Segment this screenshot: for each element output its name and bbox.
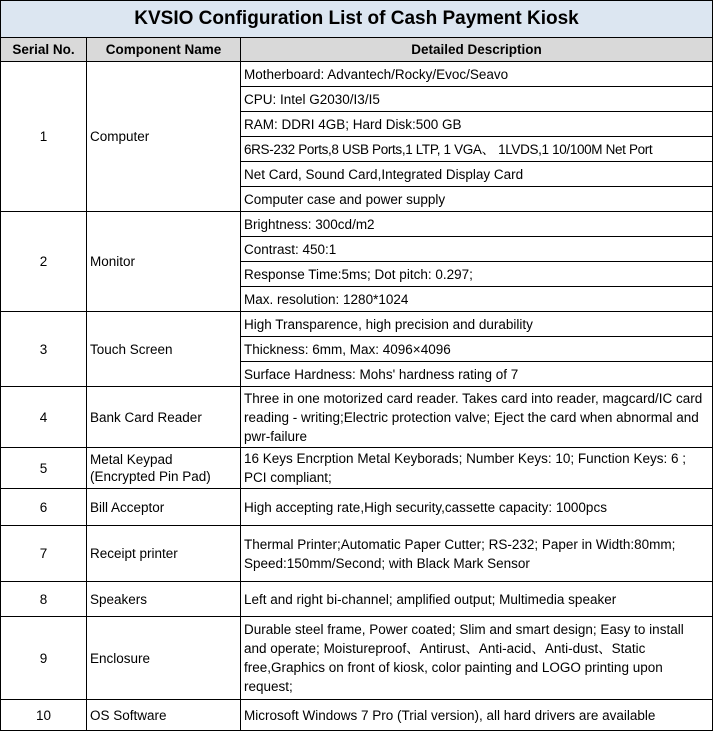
serial-number: 5 [1,448,87,489]
header-component: Component Name [87,38,241,62]
component-name: Monitor [87,212,241,312]
detail-line: Response Time:5ms; Dot pitch: 0.297; [241,262,713,287]
detail-line: Thermal Printer;Automatic Paper Cutter; RS-232; Paper in Width:80mm; Speed:150mm/Second; with Black Mark Sensor [241,526,713,582]
detail-line: RAM: DDRI 4GB; Hard Disk:500 GB [241,112,713,137]
component-name: Metal Keypad (Encrypted Pin Pad) [87,448,241,489]
serial-number: 1 [1,62,87,212]
detail-line: Contrast: 450:1 [241,237,713,262]
header-serial: Serial No. [1,38,87,62]
component-name: Bill Acceptor [87,489,241,526]
detail-line: CPU: Intel G2030/I3/I5 [241,87,713,112]
serial-number: 4 [1,387,87,448]
detail-line: Three in one motorized card reader. Takes card into reader, magcard/IC card reading - writing;Electric protection valve; Eject the card when abnormal and pwr-failure [241,387,713,448]
serial-number: 10 [1,700,87,731]
serial-number: 9 [1,617,87,700]
serial-number: 2 [1,212,87,312]
detail-line: Max. resolution: 1280*1024 [241,287,713,312]
detail-line: Brightness: 300cd/m2 [241,212,713,237]
component-name: Touch Screen [87,312,241,387]
detail-line: Left and right bi-channel; amplified output; Multimedia speaker [241,582,713,617]
component-name: Bank Card Reader [87,387,241,448]
component-name: Receipt printer [87,526,241,582]
detail-line: High Transparence, high precision and durability [241,312,713,337]
detail-line: Microsoft Windows 7 Pro (Trial version), all hard drivers are available [241,700,713,731]
detail-line: Surface Hardness: Mohs' hardness rating of 7 [241,362,713,387]
serial-number: 8 [1,582,87,617]
detail-line: Net Card, Sound Card,Integrated Display Card [241,162,713,187]
detail-line: Thickness: 6mm, Max: 4096×4096 [241,337,713,362]
component-name: Enclosure [87,617,241,700]
component-name: OS Software [87,700,241,731]
table-title: KVSIO Configuration List of Cash Payment Kiosk [1,1,713,38]
detail-line: 6RS-232 Ports,8 USB Ports,1 LTP, 1 VGA、 1LVDS,1 10/100M Net Port [241,137,713,162]
serial-number: 3 [1,312,87,387]
serial-number: 7 [1,526,87,582]
detail-line: 16 Keys Encrption Metal Keyborads; Number Keys: 10; Function Keys: 6 ; PCI compliant; [241,448,713,489]
detail-line: Durable steel frame, Power coated; Slim and smart design; Easy to install and operate; Moistureproof、Antirust、Anti-acid、Anti-dust、Static free,Graphics on front of kiosk, color painting and LOGO printing upon request; [241,617,713,700]
header-description: Detailed Description [241,38,713,62]
detail-line: High accepting rate,High security,cassette capacity: 1000pcs [241,489,713,526]
detail-line: Motherboard: Advantech/Rocky/Evoc/Seavo [241,62,713,87]
component-name: Speakers [87,582,241,617]
component-name: Computer [87,62,241,212]
serial-number: 6 [1,489,87,526]
detail-line: Computer case and power supply [241,187,713,212]
